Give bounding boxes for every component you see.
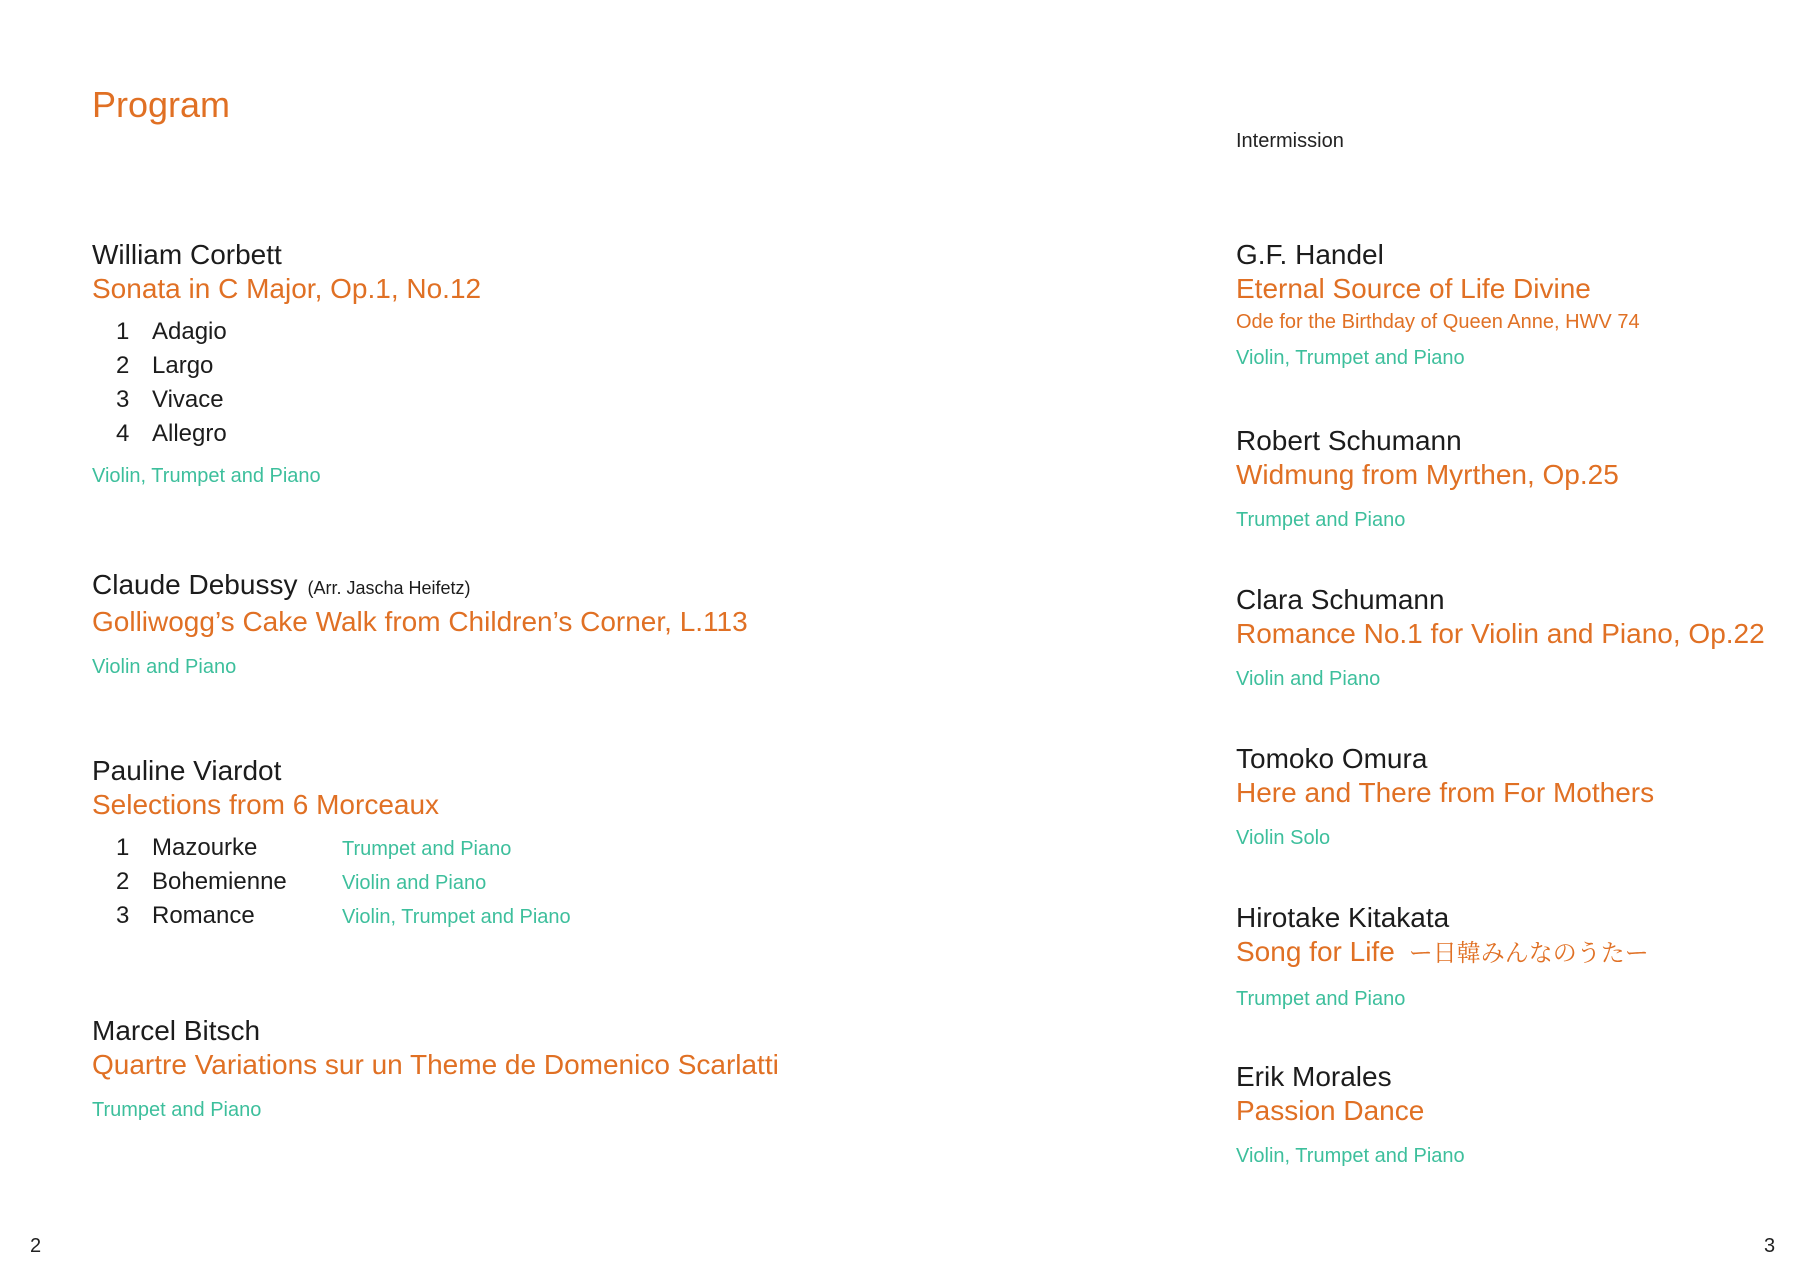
movement-number: 2 <box>116 868 130 895</box>
movement-number: 2 <box>116 352 130 379</box>
movement-name: Romance <box>152 902 255 929</box>
program-item-robert-schumann <box>1236 424 1619 534</box>
movement-item <box>116 386 481 420</box>
movement-item <box>116 352 481 386</box>
movement-item <box>116 834 571 868</box>
movement-item <box>116 318 481 352</box>
instrumentation: Trumpet and Piano <box>1236 988 1406 1010</box>
page-number-right: 3 <box>1764 1235 1776 1257</box>
movement-list <box>116 318 481 454</box>
program-item-handel <box>1236 238 1640 372</box>
program-item-kitakata <box>1236 901 1649 1013</box>
movement-item <box>116 420 481 454</box>
composer-name: Marcel Bitsch <box>92 1015 261 1046</box>
program-item-bitsch <box>92 1014 779 1124</box>
composer-name: William Corbett <box>92 239 282 270</box>
composer-name: Hirotake Kitakata <box>1236 902 1450 933</box>
movement-number: 3 <box>116 902 130 929</box>
page-number-left: 2 <box>30 1235 42 1257</box>
movement-name: Bohemienne <box>152 868 287 895</box>
work-subtitle: Ode for the Birthday of Queen Anne, HWV 74 <box>1236 311 1640 333</box>
composer-name-row <box>92 568 748 605</box>
program-item-clara-schumann <box>1236 583 1765 693</box>
instrumentation: Violin and Piano <box>1236 668 1381 690</box>
instrumentation: Trumpet and Piano <box>92 1099 262 1121</box>
composer-name: Erik Morales <box>1236 1061 1392 1092</box>
work-title: Here and There from For Mothers <box>1236 777 1655 808</box>
composer-name: Clara Schumann <box>1236 584 1445 615</box>
movement-number: 3 <box>116 386 130 413</box>
movement-item <box>116 868 571 902</box>
instrumentation: Violin, Trumpet and Piano <box>92 465 321 487</box>
composer-name: Tomoko Omura <box>1236 743 1428 774</box>
composer-name: Robert Schumann <box>1236 425 1462 456</box>
program-item-corbett <box>92 238 481 490</box>
program-item-morales <box>1236 1060 1465 1170</box>
composer-name: G.F. Handel <box>1236 239 1384 270</box>
work-title-row <box>1236 935 1649 971</box>
movement-name: Allegro <box>152 420 227 447</box>
work-title: Eternal Source of Life Divine <box>1236 273 1591 304</box>
instrumentation: Violin and Piano <box>92 656 237 678</box>
intermission-label: Intermission <box>1236 130 1344 152</box>
movement-instrumentation: Violin and Piano <box>342 872 487 894</box>
instrumentation: Violin Solo <box>1236 827 1331 849</box>
movement-name: Vivace <box>152 386 224 413</box>
movement-instrumentation: Trumpet and Piano <box>342 838 512 860</box>
work-title-japanese: ー日韓みんなのうたー <box>1408 940 1649 967</box>
work-title: Widmung from Myrthen, Op.25 <box>1236 459 1619 490</box>
program-item-omura <box>1236 742 1654 852</box>
instrumentation: Trumpet and Piano <box>1236 509 1406 531</box>
movement-list <box>116 834 571 936</box>
instrumentation: Violin, Trumpet and Piano <box>1236 1145 1465 1167</box>
page-title: Program <box>92 84 231 125</box>
work-title: Quartre Variations sur un Theme de Domenico Scarlatti <box>92 1049 779 1080</box>
work-title: Song for Life <box>1236 936 1395 967</box>
movement-item <box>116 902 571 936</box>
work-title: Passion Dance <box>1236 1095 1425 1126</box>
movement-name: Largo <box>152 352 214 379</box>
program-item-debussy <box>92 568 748 681</box>
instrumentation: Violin, Trumpet and Piano <box>1236 347 1465 369</box>
movement-name: Adagio <box>152 318 227 345</box>
movement-number: 4 <box>116 420 130 447</box>
movement-name: Mazourke <box>152 834 258 861</box>
composer-name: Pauline Viardot <box>92 755 282 786</box>
movement-number: 1 <box>116 318 130 345</box>
work-title: Selections from 6 Morceaux <box>92 789 440 820</box>
work-title: Sonata in C Major, Op.1, No.12 <box>92 273 482 304</box>
arranger-note: (Arr. Jascha Heifetz) <box>307 578 471 598</box>
work-title: Golliwogg’s Cake Walk from Children’s Corner, L.113 <box>92 606 748 637</box>
composer-name: Claude Debussy <box>92 569 298 600</box>
movement-number: 1 <box>116 834 130 861</box>
program-item-viardot <box>92 754 571 936</box>
movement-instrumentation: Violin, Trumpet and Piano <box>342 906 571 928</box>
work-title: Romance No.1 for Violin and Piano, Op.22 <box>1236 618 1765 649</box>
